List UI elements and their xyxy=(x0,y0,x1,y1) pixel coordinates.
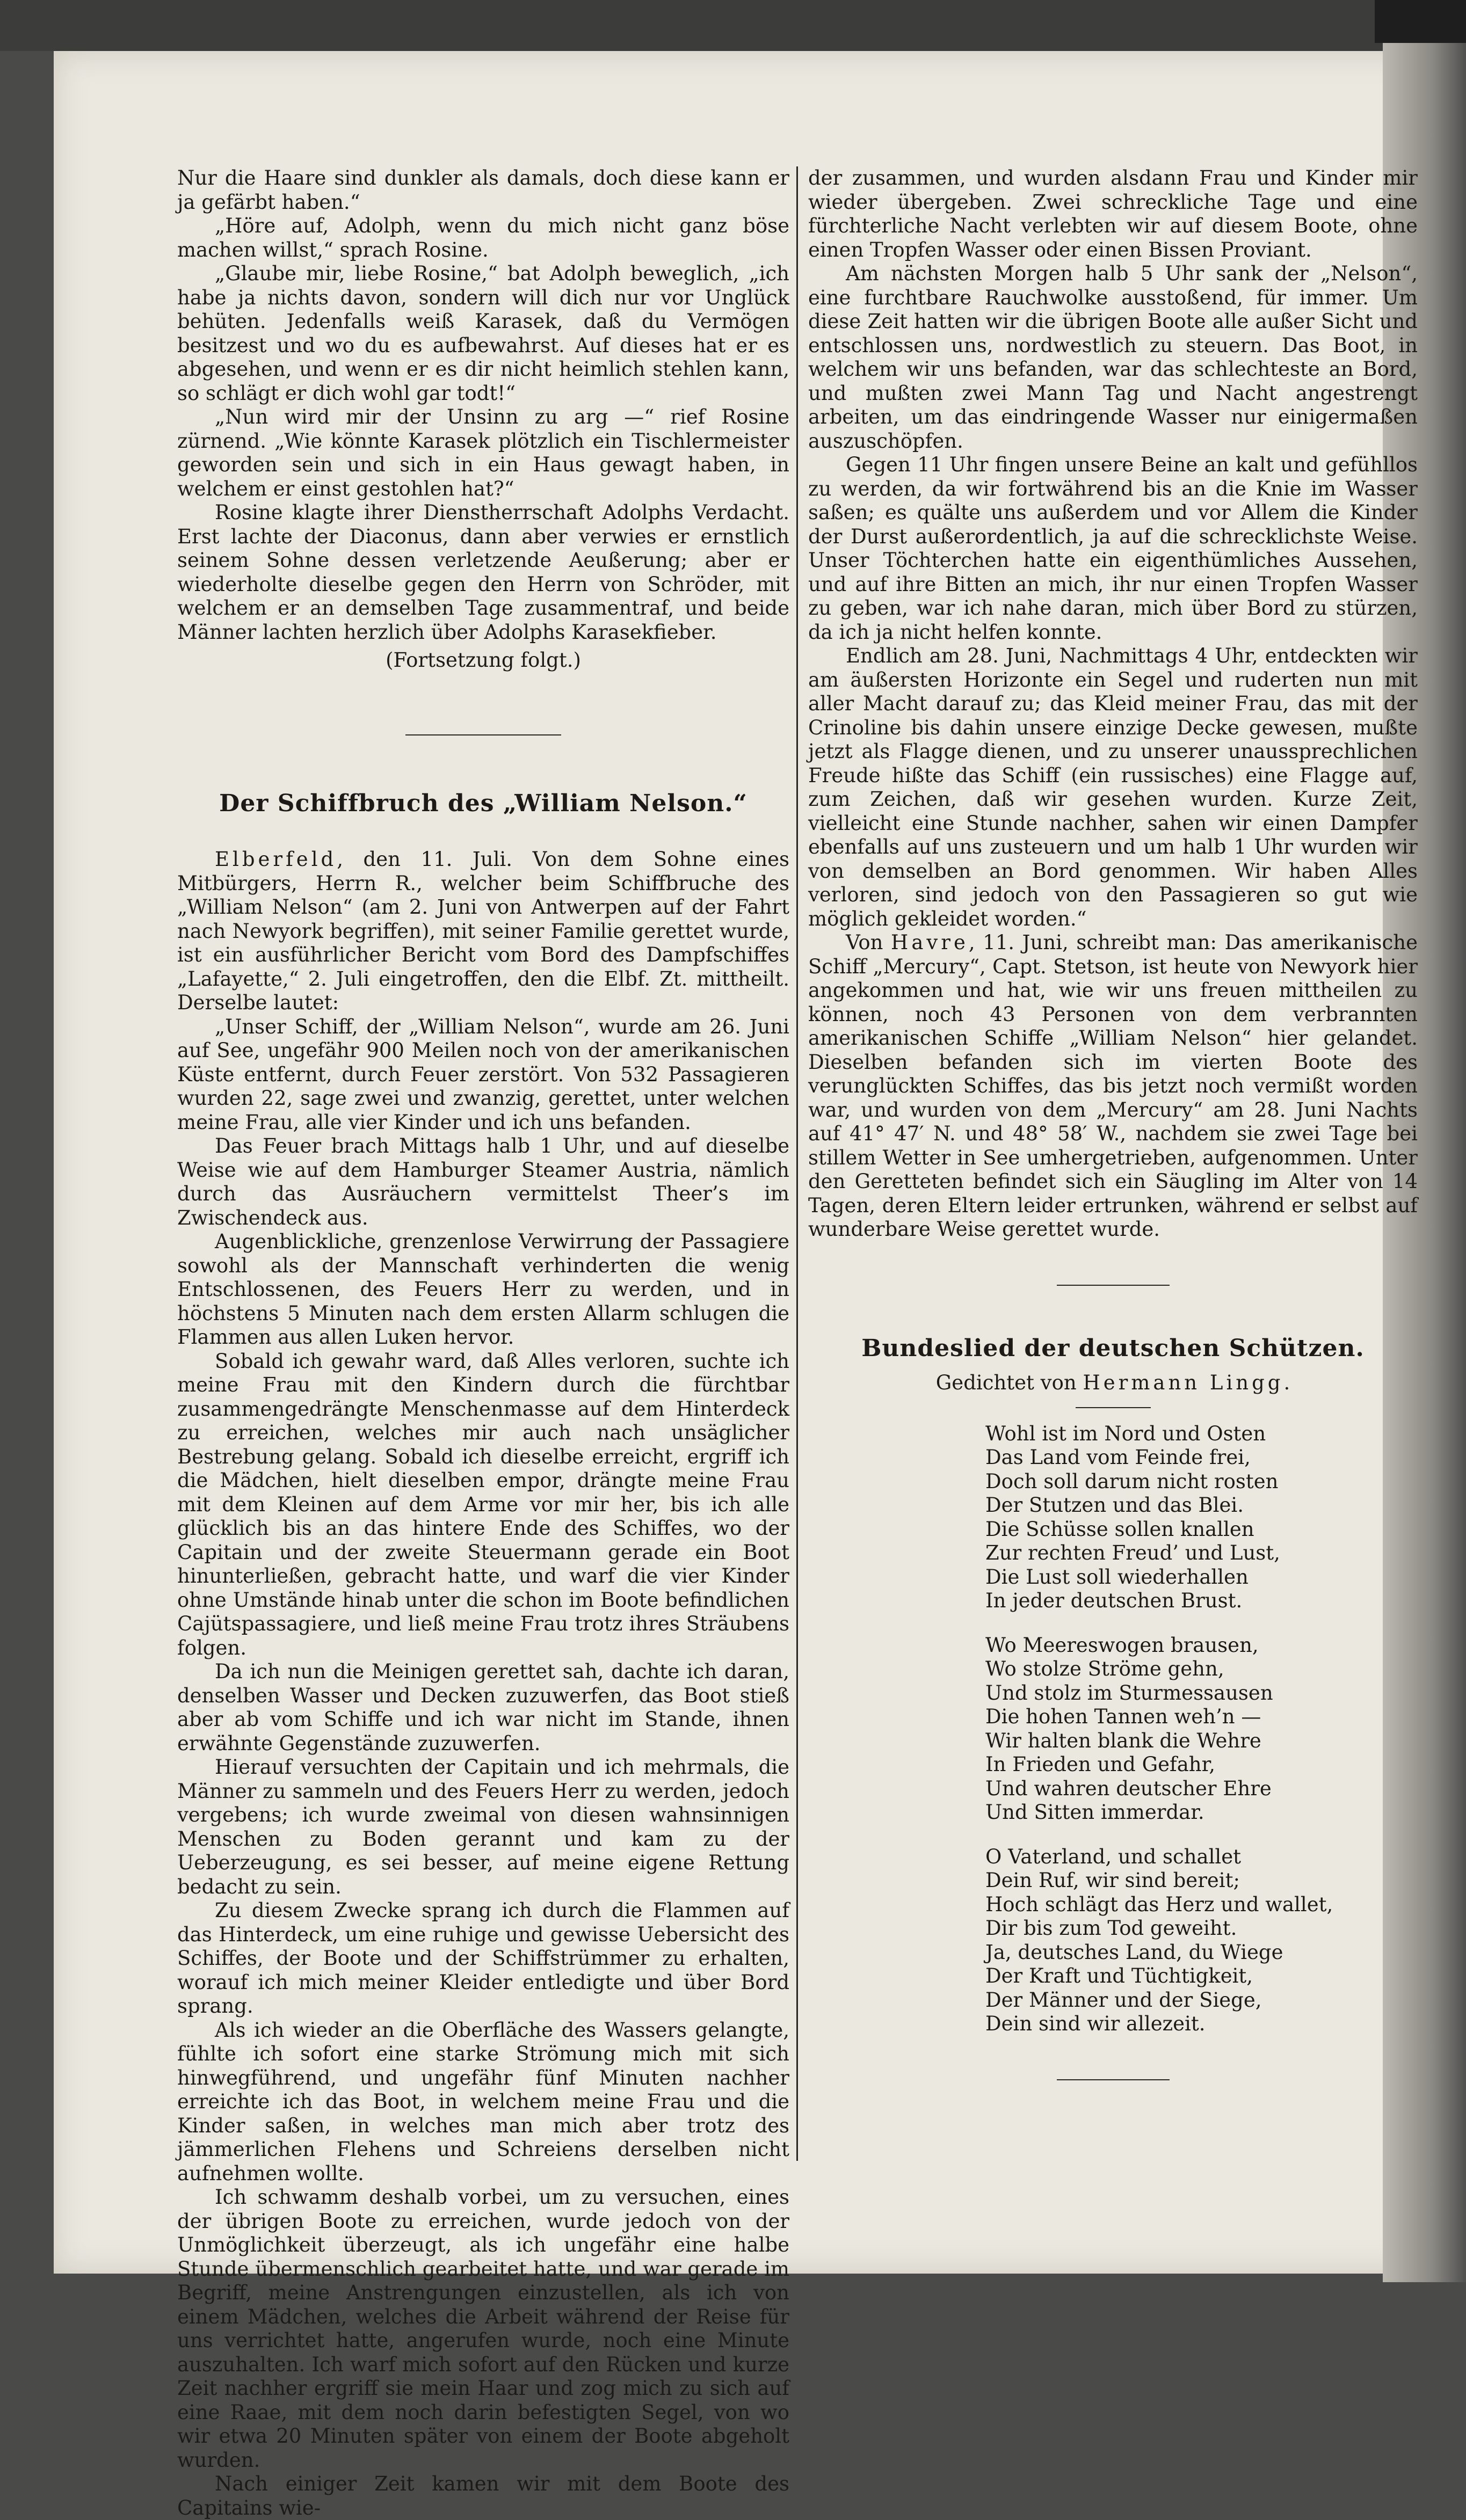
article-paragraph: Nach einiger Zeit kamen wir mit dem Boote des Capitains wie- xyxy=(177,2472,789,2519)
article-paragraph: Zu diesem Zwecke sprang ich durch die Flammen auf das Hinterdeck, um eine ruhige und gewisse Uebersicht des Schiffes, der Boote und der Schiffstrümmer zu erhalten, worauf ich mich meiner Kleider entledigte und über Bord sprang. xyxy=(177,1899,789,2018)
poem-line: Und Sitten immerdar. xyxy=(985,1801,1204,1824)
poem-line: Zur rechten Freud’ und Lust, xyxy=(985,1541,1280,1564)
poem-line: In jeder deutschen Brust. xyxy=(985,1589,1243,1612)
article-place: Elberfeld xyxy=(215,848,337,871)
poem-byline-suffix: . xyxy=(1283,1371,1290,1394)
story-paragraph: „Glaube mir, liebe Rosine,“ bat Adolph beweglich, „ich habe ja nichts davon, sondern will dich nur vor Unglück behüten. Jedenfalls weiß Karasek, daß du Vermögen besitzest und wo du es aufbewahrst. Auf dieses hat er es abgesehen, und wenn er es dir nicht heimlich stehlen kann, so schlägt er dich wohl gar todt!“ xyxy=(177,262,789,405)
story-paragraph: Nur die Haare sind dunkler als damals, doch diese kann er ja gefärbt haben.“ xyxy=(177,166,789,214)
poem-line: Das Land vom Feinde frei, xyxy=(985,1446,1251,1469)
section-rule xyxy=(1057,1285,1170,1286)
poem-byline-prefix: Gedichtet von xyxy=(935,1371,1083,1394)
binding-strip xyxy=(1375,0,1466,43)
article-paragraph: Augenblickliche, grenzenlose Verwirrung der Passagiere sowohl als der Mannschaft verhinderten die wenig Entschlossenen, des Feuers Herr zu werden, und in höchstens 5 Minuten nach dem ersten Allarm schlugen die Flammen aus allen Luken hervor. xyxy=(177,1230,789,1349)
poem-line: Die hohen Tannen weh’n — xyxy=(985,1705,1261,1728)
poem-line: Und wahren deutscher Ehre xyxy=(985,1776,1272,1800)
article-paragraph: Das Feuer brach Mittags halb 1 Uhr, und auf dieselbe Weise wie auf dem Hamburger Steamer Austria, nämlich durch das Ausräuchern vermittelst Theer’s im Zwischendeck aus. xyxy=(177,1134,789,1229)
poem-line: In Frieden und Gefahr, xyxy=(985,1753,1215,1776)
article-paragraph: Hierauf versuchten der Capitain und ich mehrmals, die Männer zu sammeln und des Feuers Herr zu werden, jedoch vergebens; ich wurde zweimal von diesen wahnsinnigen Menschen zu Boden gerannt und kam zu der Ueberzeugung, es sei besser, auf meine eigene Rettung bedacht zu sein. xyxy=(177,1756,789,1898)
section-rule xyxy=(405,734,561,735)
article-paragraph: Endlich am 28. Juni, Nachmittags 4 Uhr, entdeckten wir am äußersten Horizonte ein Segel und ruderten nun mit aller Macht darauf zu; das Kleid meiner Frau, das mit der Crinoline bis dahin unsere einzige Decke gewesen, mußte jetzt als Flagge dienen, und zu unserer unaussprechlichen Freude hißte das Schiff (ein russisches) eine Flagge auf, zum Zeichen, daß wir gesehen wurden. Kurze Zeit, vielleicht eine Stunde nachher, sahen wir einen Dampfer ebenfalls auf uns zusteuern und um halb 1 Uhr wurden wir von demselben an Bord genommen. Wir haben Alles verloren, sind jedoch von den Passagieren so gut wie möglich gekleidet worden.“ xyxy=(808,644,1418,930)
article-paragraph: Am nächsten Morgen halb 5 Uhr sank der „Nelson“, eine furchtbare Rauchwolke ausstoßend, für immer. Um diese Zeit hatten wir die übrigen Boote alle außer Sicht und entschlossen uns, nordwestlich zu steuern. Das Boot, in welchem wir uns befanden, war das schlechteste an Bord, und mußten zwei Mann Tag und Nacht angestrengt arbeiten, um das eindringende Wasser nur einigermaßen auszuschöpfen. xyxy=(808,262,1418,453)
poem-stanza xyxy=(985,1634,1418,1825)
story-paragraph: Rosine klagte ihrer Dienstherrschaft Adolphs Verdacht. Erst lachte der Diaconus, dann aber verwies er ernstlich seinem Sohne dessen verletzende Aeußerung; aber er wiederholte dieselbe gegen den Herrn von Schröder, mit welchem er an demselben Tage zusammentraf, und beide Männer lachten herzlich über Adolphs Karasekfieber. xyxy=(177,501,789,644)
poem-line: Hoch schlägt das Herz und wallet, xyxy=(985,1892,1333,1916)
byline-rule xyxy=(1076,1407,1151,1408)
poem-line: Wohl ist im Nord und Osten xyxy=(985,1422,1266,1445)
poem-line: Wo stolze Ströme gehn, xyxy=(985,1657,1224,1680)
poem-line: Dein Ruf, wir sind bereit; xyxy=(985,1869,1240,1892)
story-paragraph: „Nun wird mir der Unsinn zu arg —“ rief Rosine zürnend. „Wie könnte Karasek plötzlich ein Tischlermeister geworden sein und sich in ein Haus gewagt haben, in welchem er einst gestohlen hat?“ xyxy=(177,405,789,500)
poem-line: Die Schüsse sollen knallen xyxy=(985,1517,1254,1541)
poem-line: Doch soll darum nicht rosten xyxy=(985,1469,1279,1493)
poem-line: O Vaterland, und schallet xyxy=(985,1845,1241,1868)
section-rule xyxy=(1057,2079,1170,2080)
havre-paragraph xyxy=(808,931,1418,1242)
article-paragraph: Ich schwamm deshalb vorbei, um zu versuchen, eines der übrigen Boote zu erreichen, wurde jedoch von der Unmöglichkeit überzeugt, als ich ungefähr eine halbe Stunde übermenschlich gearbeitet hatte, und war gerade im Begriff, meine Anstrengungen einzustellen, als ich von einem Mädchen, welches die Arbeit während der Reise für uns verrichtet hatte, angerufen wurde, noch eine Minute auszuhalten. Ich warf mich sofort auf den Rücken und kurze Zeit nachher ergriff sie mein Haar und zog mich zu sich auf eine Raae, mit dem noch darin befestigten Segel, von wo wir etwa 20 Minuten später von einem der Boote abgeholt wurden. xyxy=(177,2186,789,2472)
poem-stanza xyxy=(985,1845,1418,2036)
havre-place: Havre xyxy=(891,931,969,954)
poem-line: Die Lust soll wiederhallen xyxy=(985,1565,1249,1589)
right-column xyxy=(808,166,1418,2080)
article-paragraph: Als ich wieder an die Oberfläche des Wassers gelangte, fühlte ich sofort eine starke Strömung mich mit sich hinwegführend, und ungefähr fünf Minuten nachher erreichte ich das Boot, in welchem meine Frau und die Kinder saßen, in welches man mich aber trotz des jämmerlichen Flehens und Schreiens derselben nicht aufnehmen wollte. xyxy=(177,2018,789,2185)
poem-line: Der Stutzen und das Blei. xyxy=(985,1494,1244,1517)
scan-background-top xyxy=(0,0,1466,51)
column-divider xyxy=(796,166,798,2161)
article-paragraph: Da ich nun die Meinigen gerettet sah, dachte ich daran, denselben Wasser und Decken zuzuwerfen, das Boot stieß aber ab vom Schiffe und ich war nicht im Stande, ihnen erwähnte Gegenstände zuzuwerfen. xyxy=(177,1660,789,1755)
article-paragraph: „Unser Schiff, der „William Nelson“, wurde am 26. Juni auf See, ungefähr 900 Meilen noch von der amerikanischen Küste entfernt, durch Feuer zerstört. Von 532 Passagieren wurden 22, sage zwei und zwanzig, gerettet, unter welchen meine Frau, alle vier Kinder und ich uns befanden. xyxy=(177,1015,789,1134)
poem-author: Hermann Lingg xyxy=(1083,1371,1284,1394)
continuation-note: (Fortsetzung folgt.) xyxy=(386,649,581,672)
poem-stanza xyxy=(985,1422,1418,1613)
poem-line: Und stolz im Sturmessausen xyxy=(985,1681,1273,1705)
havre-text: , 11. Juni, schreibt man: Das amerikanische Schiff „Mercury“, Capt. Stetson, ist heute von Newyork hier angekommen und hat, wie wir uns freuen mittheilen zu können, noch 43 Personen von dem verbrannten amerikanischen Schiffe „William Nelson“ hier gelandet. Dieselben befanden sich im vierten Boote des verunglückten Schiffes, das bis jetzt noch vermißt worden war, und wurden von dem „Mercury“ am 28. Juni Nachts auf 41° 47′ N. und 48° 58′ W., nachdem sie zwei Tage bei stillem Wetter in See umhergetrieben, aufgenommen. Unter den Geretteten befindet sich ein Säugling im Alter von 14 Tagen, deren Eltern leider ertrunken, während er selbst auf wunderbare Weise gerettet wurde. xyxy=(808,931,1418,1241)
article-paragraph: Gegen 11 Uhr fingen unsere Beine an kalt und gefühllos zu werden, da wir fortwährend bis an die Knie im Wasser saßen; es quälte uns außerdem und vor Allem die Kinder der Durst außerordentlich, ja auf die schrecklichste Weise. Unser Töchterchen hatte ein eigenthümliches Aussehen, und auf ihre Bitten an mich, ihr nur einen Tropfen Wasser zu geben, war ich nahe daran, mich über Bord zu stürzen, da ich ja nicht helfen konnte. xyxy=(808,453,1418,644)
poem-line: Ja, deutsches Land, du Wiege xyxy=(985,1940,1283,1964)
havre-prefix: Von xyxy=(846,931,891,954)
article-paragraph xyxy=(177,848,789,1015)
poem-line: Der Kraft und Tüchtigkeit, xyxy=(985,1964,1253,1987)
poem-title: Bundeslied der deutschen Schützen. xyxy=(861,1334,1365,1362)
story-paragraph: „Höre auf, Adolph, wenn du mich nicht ganz böse machen willst,“ sprach Rosine. xyxy=(177,214,789,261)
poem-line: Wo Meereswogen brausen, xyxy=(985,1633,1259,1657)
poem-line: Der Männer und der Siege, xyxy=(985,1988,1262,2012)
article-paragraph: der zusammen, und wurden alsdann Frau und Kinder mir wieder übergeben. Zwei schreckliche Tage und eine fürchterliche Nacht verlebten wir auf diesem Boote, ohne einen Tropfen Wasser oder einen Bissen Proviant. xyxy=(808,166,1418,261)
article-paragraph: Sobald ich gewahr ward, daß Alles verloren, suchte ich meine Frau mit den Kindern durch die fürchtbar zusammengedrängte Menschenmasse auf dem Hinterdeck zu erreichen, welches mir auch nach unsäglicher Bestrebung gelang. Sobald ich dieselbe erreicht, ergriff ich die Mädchen, hielt dieselben empor, drängte meine Frau mit dem Kleinen auf dem Arme vor mir her, bis ich alle glücklich bis an das hintere Ende des Schiffes, wo der Capitain und der zweite Steuermann gerade ein Boot hinunterließen, gebracht hatte, und warf die vier Kinder ohne Umstände hinab unter die schon im Boote befindlichen Cajütspassagiere, und ließ meine Frau trotz ihres Sträubens folgen. xyxy=(177,1349,789,1659)
article-title: Der Schiffbruch des „William Nelson.“ xyxy=(219,789,747,817)
article-lead-text: , den 11. Juli. Von dem Sohne eines Mitbürgers, Herrn R., welcher beim Schiffbruche des „William Nelson“ (am 2. Juni von Antwerpen auf der Fahrt nach Newyork begriffen), mit seiner Familie gerettet wurde, ist ein ausführlicher Bericht vom Bord des Dampfschiffes „Lafayette,“ 2. Juli eingetroffen, den die Elbf. Zt. mittheilt. Derselbe lautet: xyxy=(177,848,789,1014)
poem-line: Dir bis zum Tod geweiht. xyxy=(985,1917,1237,1940)
poem-line: Wir halten blank die Wehre xyxy=(985,1729,1261,1752)
poem-byline xyxy=(808,1371,1418,1395)
left-column xyxy=(177,166,789,2520)
poem-line: Dein sind wir allezeit. xyxy=(985,2012,1206,2035)
